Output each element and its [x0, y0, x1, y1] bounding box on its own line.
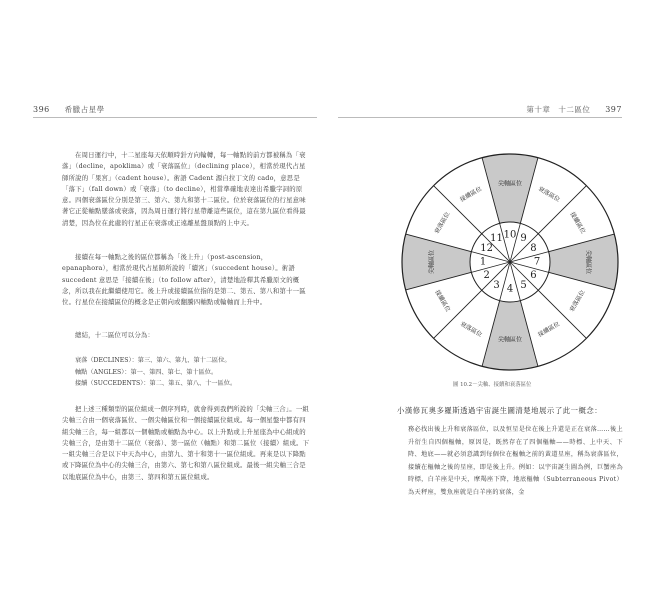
- house-number-10: 10: [503, 229, 517, 241]
- list-item-angles: 軸點（ANGLES）：第一、第四、第七、第十區位。: [75, 368, 218, 376]
- right-running-head: 第十章 十二區位: [526, 105, 591, 114]
- house-number-8: 8: [530, 243, 537, 254]
- right-page-number: 397: [605, 105, 622, 114]
- cadent-house-label: 衰落區位: [433, 210, 452, 236]
- house-number-2: 2: [483, 270, 490, 281]
- left-header-rule: [33, 117, 317, 118]
- house-number-4: 4: [506, 283, 514, 295]
- left-running-head: 希臘占星學: [64, 105, 105, 114]
- paragraph-succedent: [62, 252, 310, 308]
- cadent-house-label: 衰落區位: [568, 288, 587, 314]
- right-header-rule: [338, 117, 622, 118]
- angular-house-label: 尖軸區位: [497, 336, 523, 344]
- house-number-5: 5: [520, 279, 527, 291]
- succedent-house-label: 接續區位: [568, 210, 587, 236]
- cadent-house-label: 衰落區位: [458, 320, 484, 339]
- house-diagram: [397, 149, 623, 375]
- succedent-house-label: 接續區位: [433, 288, 452, 314]
- paragraph-triplicity-text: 把上述三種類型的區位組成一個序列時，就會得到我們所說的「尖軸三合」。一組尖軸三合由一個衰落區位、一個尖軸區位和一個接續區位組成。每一個星盤中都有四組尖軸三合，每一組都以一個軸點或軸點為中心。以上升點或上升星座為中心組成的尖軸三合，是由第十二區位（衰落）、第一區位（軸點）和第二區位（接續）組成。下一組尖軸三合是以下中天為中心，由第九、第十和第十一區位組成。再來是以下降點或下降區位為中心的尖軸三合，由第六、第七和第八區位組成。最後一組尖軸三合是以地底區位為中心，由第三、第四和第五區位組成。: [62, 405, 310, 481]
- succedent-house-label: 接續區位: [458, 185, 484, 204]
- left-header: [33, 104, 105, 115]
- house-number-11: 11: [490, 233, 503, 245]
- angular-house-label: 尖軸區位: [497, 180, 523, 188]
- paragraph-summary-text: 總結，十二區位可以分為：: [75, 331, 155, 339]
- paragraph-triplicity: [62, 404, 310, 483]
- list-item-declines: 衰落（DECLINES）：第三、第六、第九、第十二區位。: [75, 357, 231, 364]
- quote-lead: 小漢修瓦奧多羅斯透過宇宙誕生圖清楚地展示了此一概念：: [397, 406, 603, 415]
- figure-caption: 圖 10.2－尖軸、接續和衰落區位: [453, 382, 532, 388]
- house-number-3: 3: [493, 279, 500, 291]
- quote-block: 務必找出後上升和衰落區位，以及恒星是位在後上升還是正在衰落……後上升衍生自四個樞軸，原因是，既然存在了四個樞軸——時標、上中天、下降、地底——就必須意識到每個位在樞軸之前的黃道星座，稱為衰落區位，接續在樞軸之後的星座，即是後上升。例如：以宇宙誕生圖為例，巨蟹座為時標，白羊座是中天，摩羯座下降，地底樞軸（Subterraneous Pivot）為天秤座，雙魚座就是白羊座的衰落，金: [408, 426, 623, 496]
- left-page-number: 396: [33, 105, 50, 114]
- list-item-succedents: 接續（SUCCEDENTS）：第二、第五、第八、十一區位。: [75, 380, 237, 387]
- right-header: [526, 104, 622, 115]
- house-type-list: [75, 355, 310, 390]
- paragraph-succedent-text: 接續在每一軸點之後的區位都稱為「後上升」（post-ascension，epanaphora），相當於現代占星師所說的「續宮」（succedent house）。術語 succedent 意思是「接續在後」（to follow after），清楚地詮釋其希臘原文的概念，所以我在此繼續使用它。後上升或接續區位指的是第二、第五、第八和第十一區位。行星位在接續區位的概念是正朝向或翻騰四軸點或輪軸而上升中。: [62, 253, 306, 307]
- cadent-house-label: 衰落區位: [536, 185, 562, 204]
- succedent-house-label: 接續區位: [536, 320, 562, 339]
- house-number-12: 12: [480, 243, 493, 254]
- house-number-1: 1: [479, 256, 487, 268]
- house-number-6: 6: [530, 270, 537, 281]
- angular-house-label: 尖軸區位: [428, 249, 436, 275]
- house-number-7: 7: [533, 256, 541, 268]
- paragraph-cadent-text: 在周日運行中，十二星座每天依順時針方向輪轉，每一軸點的前方都被稱為「衰落」（decline，apoklima）或「衰落區位」（declining place），相當於現代占星師所說的「果宮」（cadent house）。術語 Cadent 源自拉丁文的 cado，意思是「落下」（fall down）或「衰落」（to decline），相當準確地表達出希臘字詞的原意。四個衰落區位分別是第三、第六、第九和第十二區位。位於衰落區位的行星意味著它正從軸點墜落或衰落，因為周日運行將行星帶離這些區位，這在第九區位看得最清楚，因為位在此處的行星正在衰落或正遠離星盤頂點的上中天。: [62, 151, 306, 227]
- house-number-9: 9: [520, 233, 527, 245]
- paragraph-summary: [62, 330, 310, 341]
- angular-house-label: 尖軸區位: [584, 249, 592, 275]
- paragraph-cadent: [62, 150, 310, 229]
